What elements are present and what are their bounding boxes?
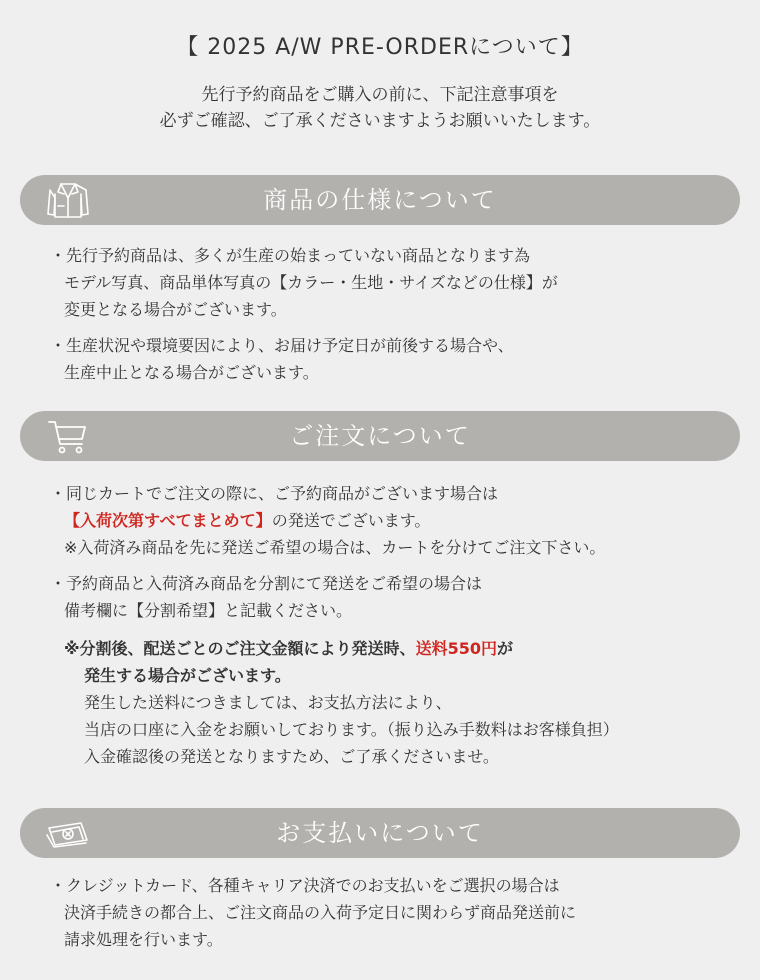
highlight-text: 送料550円 [415,639,497,658]
intro-line: 先行予約商品をご購入の前に、下記注意事項を [201,85,559,105]
text-line [64,635,619,662]
highlight-text: 【入荷次第すべてまとめて】 [64,511,272,530]
section-heading: ご注文について [289,422,471,450]
text-line: 入金確認後の発送となりますため、ご了承くださいませ。 [84,747,499,766]
text-line: 請求処理を行います。 [64,930,223,949]
bold-text: が [496,639,513,658]
payment-paragraph-1 [50,872,576,953]
spec-paragraph-2 [50,332,514,386]
text-line: ・同じカートでご注文の際に、ご予約商品がございます場合は [50,484,499,503]
text-line: 生産中止となる場合がございます。 [64,363,319,382]
spec-paragraph-1 [50,242,558,323]
text-line: ・先行予約商品は、多くが生産の始まっていない商品となります為 [50,246,531,265]
order-paragraph-2 [50,570,482,624]
section-header-spec [20,175,740,225]
order-paragraph-1 [50,480,605,561]
text-line: 備考欄に【分割希望】と記載ください。 [64,601,353,620]
text-span: の発送でございます。 [271,511,431,530]
text-line: 発生した送料につきましては、お支払方法により、 [84,693,452,712]
text-line: ・生産状況や環境要因により、お届け予定日が前後する場合や、 [50,336,514,355]
text-line: ※入荷済み商品を先に発送ご希望の場合は、カートを分けてご注文下さい。 [64,538,606,557]
text-line: モデル写真、商品単体写真の【カラー・生地・サイズなどの仕様】が [64,273,558,292]
text-line: ・クレジットカード、各種キャリア決済でのお支払いをご選択の場合は [50,876,560,895]
section-heading: お支払いについて [276,819,484,847]
text-line: 決済手続きの都合上、ご注文商品の入荷予定日に関わらず商品発送前に [64,903,577,922]
text-line: 発生する場合がございます。 [84,666,291,685]
section-heading: 商品の仕様について [263,186,497,214]
bold-text: ※分割後、配送ごとのご注文金額により発送時、 [64,639,416,658]
page-title: 【 2025 A/W PRE-ORDERについて】 [176,35,584,60]
text-line: ・予約商品と入荷済み商品を分割にて発送をご希望の場合は [50,574,483,593]
section-header-payment [20,808,740,858]
text-line: 変更となる場合がございます。 [64,300,287,319]
text-line: 当店の口座に入金をお願いしております。（振り込み手数料はお客様負担） [84,720,619,739]
intro-text [0,82,760,134]
section-header-order [20,411,740,461]
shipping-fee-note [64,635,619,770]
intro-line: 必ずご確認、ご了承くださいますようお願いいたします。 [159,111,601,131]
text-line [50,507,605,534]
